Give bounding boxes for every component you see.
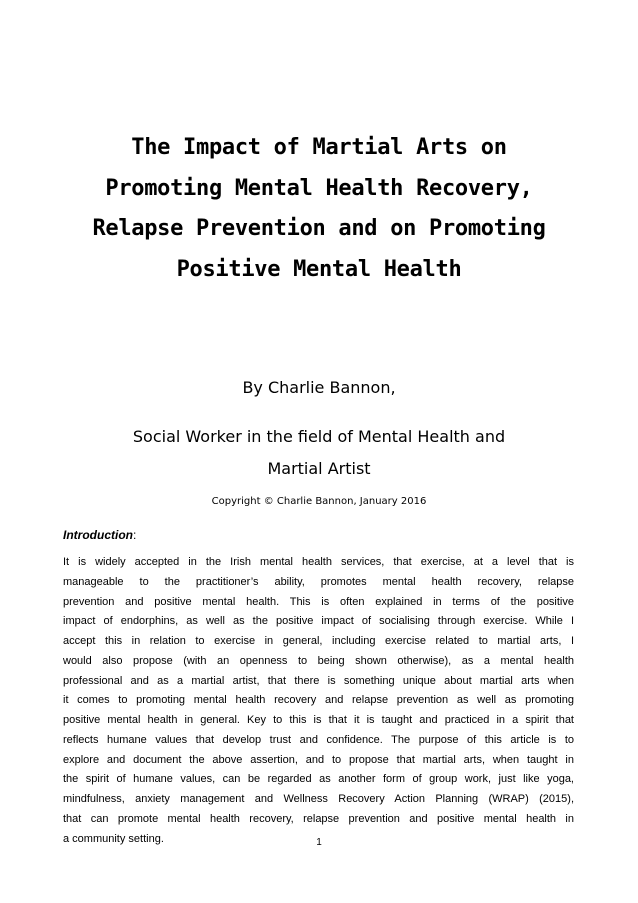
author-role-line: Social Worker in the field of Mental Health and — [132, 427, 506, 446]
paragraph-line: mindfulness, anxiety management and Wellness Recovery Action Planning (WRAP) (2015), — [63, 793, 574, 805]
copyright-notice: Copyright © Charlie Bannon, January 2016 — [211, 496, 427, 507]
author-byline: By Charlie Bannon, — [242, 378, 396, 397]
document-title — [60, 128, 578, 290]
paragraph-line: a community setting. — [63, 832, 164, 845]
title-line: Promoting Mental Health Recovery, — [105, 175, 533, 201]
page-number: 1 — [316, 837, 322, 848]
paragraph-line: would also propose (with an openness to being shown otherwise), as a mental health — [63, 654, 574, 667]
paragraph-line: professional and as a martial artist, that there is something unique about martial arts when — [63, 674, 574, 687]
paragraph-line: the spirit of humane values, can be regarded as another form of group work, just like yoga, — [63, 773, 574, 786]
paragraph-line: explore and document the above assertion, and to propose that martial arts, when taught in — [63, 753, 574, 766]
paragraph-line: prevention and positive mental health. This is often explained in terms of the positive — [63, 595, 574, 608]
author-role-line: Martial Artist — [267, 459, 371, 478]
paragraph-line: manageable to the practitioner’s ability, promotes mental health recovery, relapse — [63, 575, 574, 588]
paragraph-line: It is widely accepted in the Irish mental health services, that exercise, at a level that is — [63, 556, 574, 568]
title-line: Positive Mental Health — [176, 256, 462, 282]
author-role — [60, 421, 578, 485]
paragraph-line: it comes to promoting mental health recovery and relapse prevention as well as promoting — [63, 694, 574, 707]
title-line: The Impact of Martial Arts on — [131, 135, 507, 160]
paragraph-line: positive mental health in general. Key to this is that it is taught and practiced in a spirit that — [63, 714, 574, 726]
paragraph-line: impact of endorphins, as well as the positive impact of socialising through exercise. While I — [63, 615, 574, 628]
section-heading-text: Introduction — [63, 528, 133, 542]
paragraph-line: that can promote mental health recovery, relapse prevention and positive mental health in — [63, 812, 574, 825]
paragraph-line: reflects humane values that develop trust and confidence. The purpose of this article is to — [63, 733, 574, 746]
title-line: Relapse Prevention and on Promoting — [92, 216, 546, 241]
paragraph-line: accept this in relation to exercise in general, including exercise related to martial arts, I — [63, 635, 574, 647]
introduction-paragraph — [63, 553, 574, 849]
section-heading — [63, 527, 136, 543]
section-heading-colon: : — [132, 528, 137, 542]
